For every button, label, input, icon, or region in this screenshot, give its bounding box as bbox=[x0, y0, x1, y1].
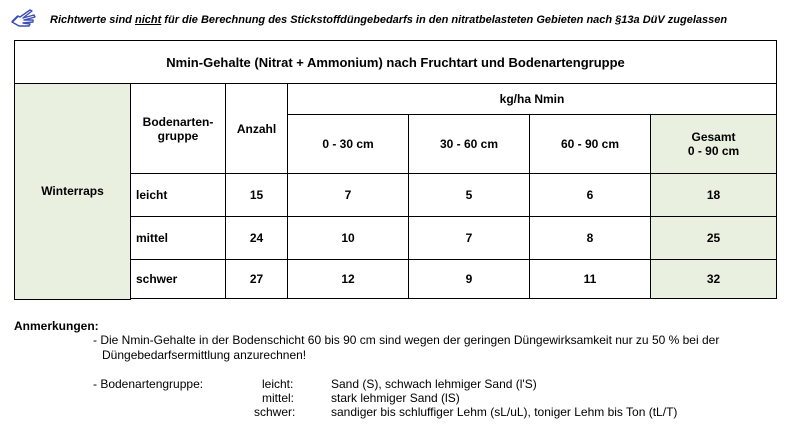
soil-cell: mittel bbox=[131, 217, 226, 260]
group-name: leicht: bbox=[262, 377, 294, 391]
value-cell: 7 bbox=[409, 217, 530, 260]
total-cell: 18 bbox=[651, 174, 777, 217]
table-title: Nmin-Gehalte (Nitrat + Ammonium) nach Fruchtart und Bodenartengruppe bbox=[15, 41, 777, 84]
notice-text: Richtwerte sind nicht für die Berechnung des Stickstoffdüngebedarfs in den nitratbelasteten Gebieten nach §13a DüV zugelassen bbox=[50, 14, 728, 26]
value-cell: 6 bbox=[530, 174, 651, 217]
count-header: Anzahl bbox=[226, 84, 288, 174]
value-cell: 5 bbox=[409, 174, 530, 217]
soil-group-label: - Bodenartengruppe: bbox=[93, 377, 204, 391]
soil-cell: leicht bbox=[131, 174, 226, 217]
total-header: Gesamt 0 - 90 cm bbox=[651, 115, 777, 174]
pointing-hand-icon bbox=[10, 6, 40, 28]
value-cell: 7 bbox=[288, 174, 409, 217]
depth-header: 0 - 30 cm bbox=[288, 115, 409, 174]
notice-underlined: nicht bbox=[134, 14, 162, 26]
value-cell: 10 bbox=[288, 217, 409, 260]
remark-note-line2: Düngebedarfsermittlung anzurechnen! bbox=[102, 348, 307, 362]
value-cell: 11 bbox=[530, 260, 651, 299]
crop-cell: Winterraps bbox=[15, 84, 131, 300]
total-cell: 32 bbox=[651, 260, 777, 299]
value-cell: 9 bbox=[409, 260, 530, 299]
soil-cell: schwer bbox=[131, 260, 226, 299]
group-desc: stark lehmiger Sand (lS) bbox=[331, 391, 460, 405]
group-desc: sandiger bis schluffiger Lehm (sL/uL), toniger Lehm bis Ton (tL/T) bbox=[331, 405, 678, 419]
group-name: schwer: bbox=[254, 405, 296, 419]
notice-row bbox=[6, 4, 796, 30]
count-cell: 24 bbox=[226, 217, 288, 260]
total-cell: 25 bbox=[651, 217, 777, 260]
nmin-table bbox=[14, 40, 777, 300]
remarks-title: Anmerkungen: bbox=[14, 319, 99, 333]
soil-group-header: Bodenarten- gruppe bbox=[131, 84, 226, 174]
remark-note-line1: - Die Nmin-Gehalte in der Bodenschicht 60 bis 90 cm sind wegen der geringen Düngewirksamkeit nur zu 50 % bei der bbox=[93, 333, 720, 347]
count-cell: 15 bbox=[226, 174, 288, 217]
value-cell: 12 bbox=[288, 260, 409, 299]
value-cell: 8 bbox=[530, 217, 651, 260]
group-name: mittel: bbox=[262, 391, 295, 405]
depth-header: 60 - 90 cm bbox=[530, 115, 651, 174]
group-desc: Sand (S), schwach lehmiger Sand (l'S) bbox=[331, 377, 537, 391]
depth-header: 30 - 60 cm bbox=[409, 115, 530, 174]
unit-header: kg/ha Nmin bbox=[288, 84, 777, 115]
count-cell: 27 bbox=[226, 260, 288, 299]
